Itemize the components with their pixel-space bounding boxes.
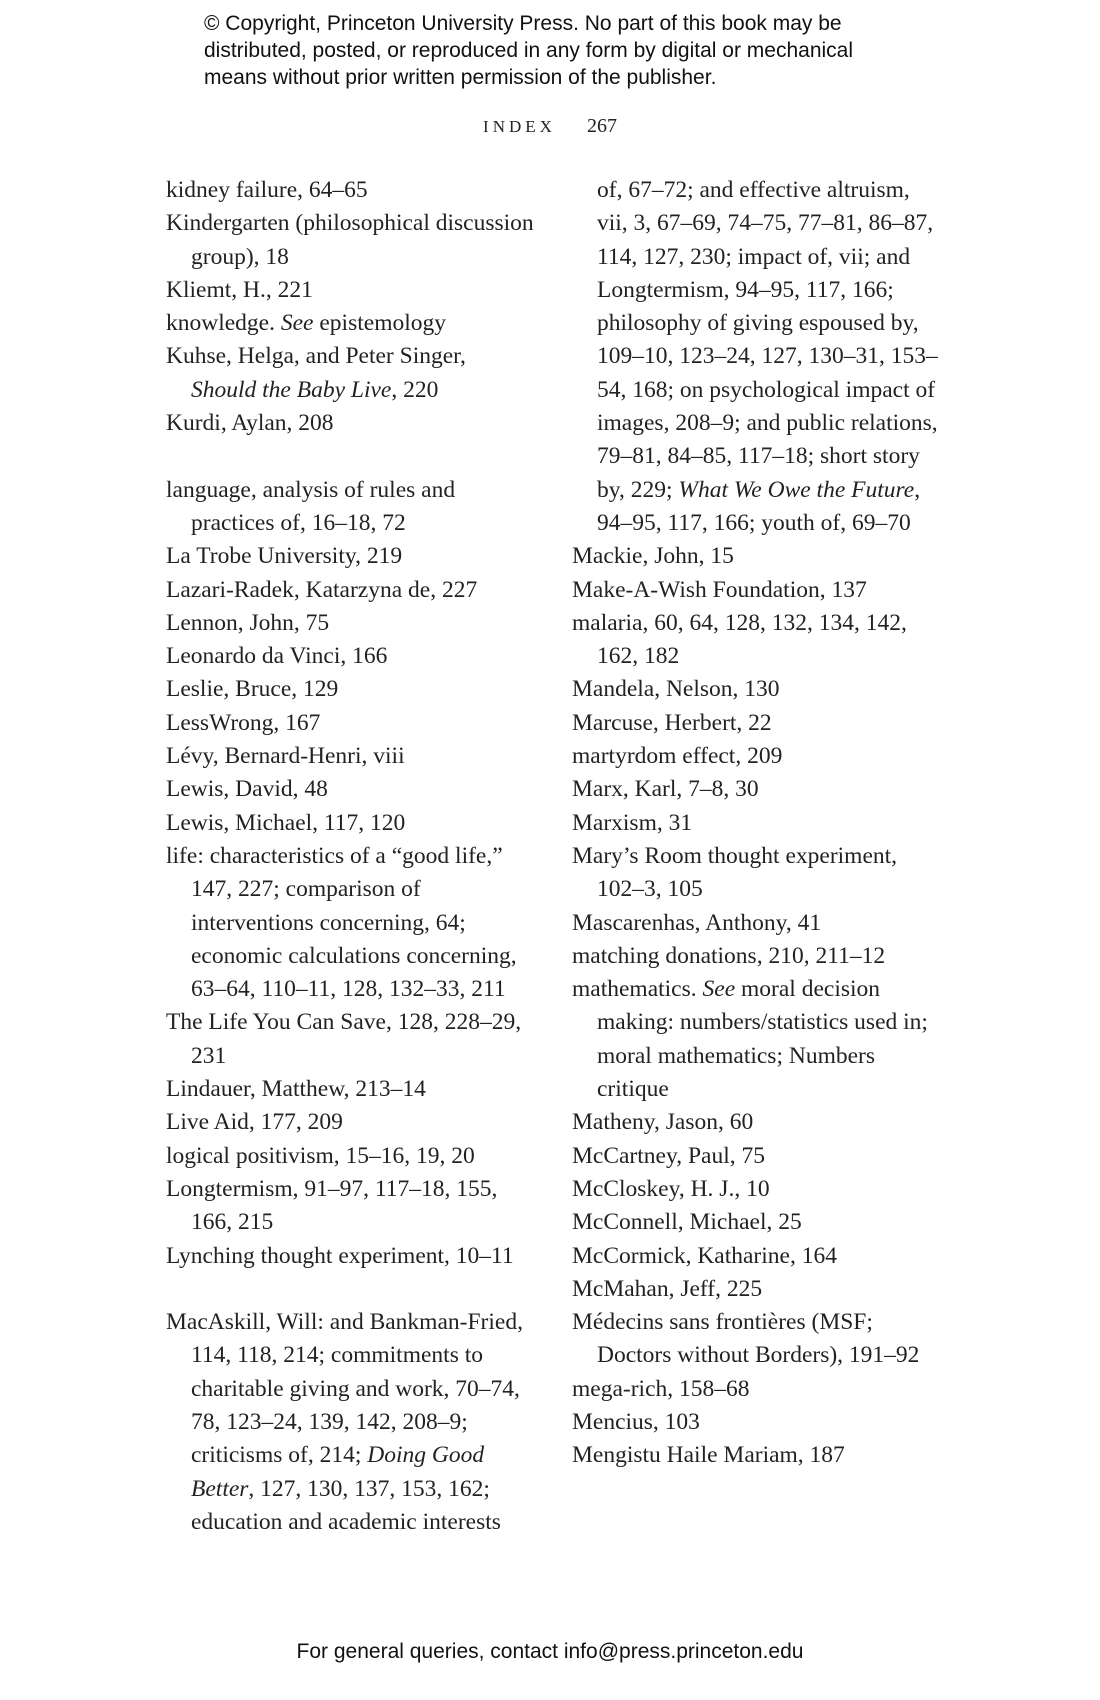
- index-entry: Mackie, John, 15: [572, 543, 734, 570]
- index-entry: McMahan, Jeff, 225: [572, 1275, 763, 1302]
- index-entry: Live Aid, 177, 209: [166, 1109, 343, 1136]
- index-column-right: [572, 174, 942, 1473]
- italic-reference: What We Owe the Future: [678, 476, 915, 503]
- index-entry: Marcuse, Herbert, 22: [572, 709, 772, 736]
- index-entry: Mencius, 103: [572, 1408, 700, 1435]
- index-entry: The Life You Can Save, 128, 228–29, 231: [166, 1009, 522, 1069]
- italic-reference: See: [702, 976, 736, 1003]
- index-entry: Leslie, Bruce, 129: [166, 676, 339, 703]
- index-entry: McCormick, Katharine, 164: [572, 1242, 837, 1269]
- index-entry: knowledge. See epistemology: [166, 310, 446, 337]
- running-head-title: INDEX: [483, 117, 556, 136]
- index-entry: La Trobe University, 219: [166, 543, 403, 570]
- index-entry: Kindergarten (philosophical discussion group), 18: [166, 210, 534, 270]
- page-number: 267: [586, 115, 617, 137]
- index-column-left: [166, 174, 536, 1539]
- index-entry: Lévy, Bernard-Henri, viii: [166, 743, 405, 770]
- index-entry: LessWrong, 167: [166, 709, 321, 736]
- index-entry: McConnell, Michael, 25: [572, 1209, 802, 1236]
- index-entry: Marxism, 31: [572, 809, 693, 836]
- index-entry: Kliemt, H., 221: [166, 276, 313, 303]
- index-entry: matching donations, 210, 211–12: [572, 942, 886, 969]
- index-entry: Médecins sans frontières (MSF; Doctors without Borders), 191–92: [572, 1309, 920, 1369]
- index-entry-continued: of, 67–72; and effective altruism, vii, 3, 67–69, 74–75, 77–81, 86–87, 114, 127, 230; impact of, vii; and Longtermism, 94–95, 117, 166; philosophy of giving espoused by, 109–10, 123–24, 127, 130–31, 153–54, 168; on psychological impact of images, 208–9; and public relations, 79–81, 84–85, 117–18; short story by, 229; What We Owe the Future, 94–95, 117, 166; youth of, 69–70: [597, 177, 938, 536]
- italic-reference: Doing Good Better: [191, 1442, 485, 1502]
- index-entry: mathematics. See moral decision making: numbers/statistics used in; moral mathematics; Numbers critique: [572, 976, 928, 1103]
- index-entry: martyrdom effect, 209: [572, 743, 783, 770]
- index-entry: malaria, 60, 64, 128, 132, 134, 142, 162, 182: [572, 609, 907, 670]
- index-entry: McCloskey, H. J., 10: [572, 1175, 770, 1202]
- index-entry: Mary’s Room thought experiment, 102–3, 105: [572, 842, 898, 903]
- index-entry: mega-rich, 158–68: [572, 1375, 750, 1402]
- index-entry: Kuhse, Helga, and Peter Singer, Should the Baby Live, 220: [166, 343, 466, 403]
- index-entry: Matheny, Jason, 60: [572, 1109, 754, 1136]
- index-entry: Mascarenhas, Anthony, 41: [572, 909, 822, 936]
- italic-reference: See: [280, 310, 314, 337]
- index-entry: Lewis, David, 48: [166, 776, 328, 803]
- index-entry: Lewis, Michael, 117, 120: [166, 809, 406, 836]
- index-entry: Leonardo da Vinci, 166: [166, 643, 388, 670]
- index-entry: language, analysis of rules and practices of, 16–18, 72: [166, 476, 456, 536]
- index-entry: Kurdi, Aylan, 208: [166, 410, 334, 437]
- index-entry: Lynching thought experiment, 10–11: [166, 1242, 514, 1269]
- copyright-notice: © Copyright, Princeton University Press. No part of this book may be distributed, posted, or reproduced in any form by digital or mechanical means without prior written permission of the publisher.: [204, 12, 854, 89]
- index-entry: Lennon, John, 75: [166, 609, 330, 636]
- index-entry: logical positivism, 15–16, 19, 20: [166, 1142, 475, 1169]
- footer-contact: For general queries, contact info@press.princeton.edu: [296, 1640, 804, 1663]
- index-entry: Lindauer, Matthew, 213–14: [166, 1076, 426, 1103]
- letter-group-gap: [166, 440, 536, 473]
- index-entry: Lazari-Radek, Katarzyna de, 227: [166, 576, 478, 603]
- index-entry: life: characteristics of a “good life,” 147, 227; comparison of interventions concerning, 64; economic calculations concerning, 63–64, 110–11, 128, 132–33, 211: [166, 842, 517, 1003]
- running-head: [0, 115, 1100, 138]
- index-entry: Longtermism, 91–97, 117–18, 155, 166, 215: [166, 1175, 498, 1236]
- index-entry: kidney failure, 64–65: [166, 177, 368, 203]
- index-entry: McCartney, Paul, 75: [572, 1142, 765, 1169]
- italic-reference: Should the Baby Live: [191, 376, 392, 403]
- index-entry: Mengistu Haile Mariam, 187: [572, 1442, 845, 1469]
- index-entry: MacAskill, Will: and Bankman-Fried, 114, 118, 214; commitments to charitable giving and work, 70–74, 78, 123–24, 139, 142, 208–9; criticisms of, 214; Doing Good Better, 127, 130, 137, 153, 162; education and academic interests: [166, 1309, 523, 1535]
- index-entry: Mandela, Nelson, 130: [572, 676, 780, 703]
- index-entry: Marx, Karl, 7–8, 30: [572, 776, 759, 803]
- letter-group-gap: [166, 1273, 536, 1306]
- index-entry: Make-A-Wish Foundation, 137: [572, 576, 867, 603]
